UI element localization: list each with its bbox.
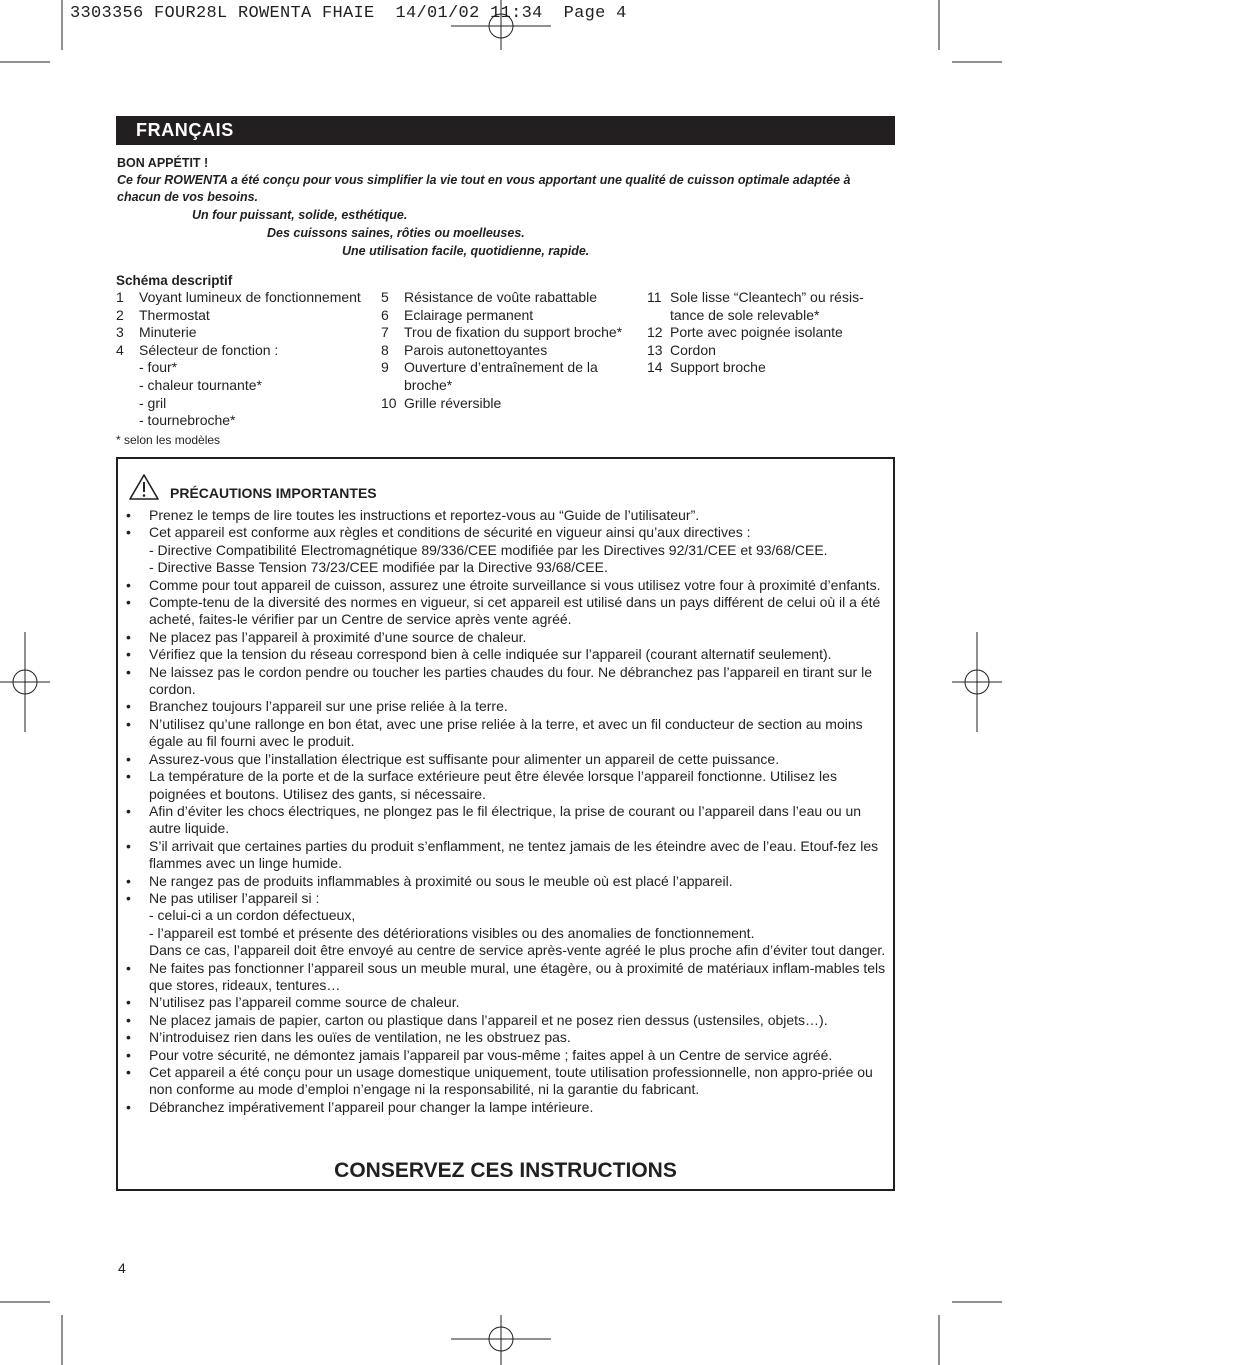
bullet: •: [126, 959, 131, 976]
bullet: •: [126, 715, 131, 732]
bullet: •: [126, 889, 131, 906]
bullet: •: [126, 1046, 131, 1063]
function-option: - chaleur tournante*: [139, 376, 262, 393]
precaution-item: [124, 838, 889, 873]
bullet: •: [126, 628, 131, 645]
item-number: 5: [381, 289, 389, 305]
precaution-text: S’il arrivait que certaines parties du produit s’enflamment, ne tentez jamais de les éteindre avec de l’eau. Etouf-fez les flammes avec un linge humide.: [149, 837, 879, 872]
schema-item: [381, 289, 631, 307]
bullet: •: [126, 802, 131, 819]
precaution-text: N’utilisez qu’une rallonge en bon état, avec une prise reliée à la terre, et avec un fil conducteur de section au moins égale au fil fourni avec le produit.: [149, 715, 863, 750]
language-bar: FRANÇAIS: [116, 116, 895, 145]
precaution-item: [124, 960, 889, 995]
precaution-item: [124, 524, 889, 576]
precaution-text: Prenez le temps de lire toutes les instructions et reportez-vous au “Guide de l’utilisateur”.: [149, 507, 700, 523]
schema-item: [381, 395, 631, 413]
function-option: - four*: [139, 359, 178, 376]
precaution-item: [124, 716, 889, 751]
schema-heading: Schéma descriptif: [116, 273, 233, 288]
precautions-heading: PRÉCAUTIONS IMPORTANTES: [170, 485, 377, 501]
precaution-item: [124, 507, 889, 524]
precaution-text: N’introduisez rien dans les ouïes de ventilation, ne les obstruez pas.: [149, 1029, 571, 1046]
item-number: 14: [647, 359, 663, 376]
warning-triangle-icon: [128, 473, 160, 501]
precaution-text: Branchez toujours l’appareil sur une prise reliée à la terre.: [149, 698, 508, 715]
precaution-item: [124, 577, 889, 594]
precaution-item: [124, 1012, 889, 1029]
precaution-text: Assurez-vous que l’installation électrique est suffisante pour alimenter un appareil de cette puissance.: [149, 750, 780, 767]
bullet: •: [126, 576, 131, 593]
bullet: •: [126, 994, 131, 1011]
item-text: Parois autonettoyantes: [404, 341, 548, 358]
precaution-text: La température de la porte et de la surface extérieure peut être élevée lorsque l’appareil fonctionne. Utilisez les poignées et boutons. Utilisez des gants, si nécessaire.: [149, 768, 837, 802]
bullet: •: [126, 872, 131, 889]
precaution-text: Ne rangez pas de produits inflammables à proximité ou sous le meuble où est placé l’appareil.: [149, 872, 733, 889]
precaution-item: [124, 1029, 889, 1046]
schema-column-3: [647, 289, 897, 377]
condition-line: - celui-ci a un cordon défectueux,: [149, 907, 356, 924]
bullet: •: [126, 524, 131, 541]
function-option: - gril: [139, 394, 167, 411]
precaution-text: Comme pour tout appareil de cuisson, assurez une étroite surveillance si vous utilisez votre four à proximité d’enfants.: [149, 576, 881, 593]
print-slug-header: 3303356 FOUR28L ROWENTA FHAIE 14/01/02 11:34 Page 4: [70, 4, 627, 23]
precaution-item: [124, 994, 889, 1011]
schema-item: [647, 289, 897, 324]
item-number: 13: [647, 341, 663, 358]
precaution-item: [124, 803, 889, 838]
bullet: •: [126, 663, 131, 680]
bullet: •: [126, 698, 131, 715]
function-option: - tournebroche*: [139, 412, 236, 429]
page-number: 4: [118, 1260, 126, 1276]
item-text: Voyant lumineux de fonctionnement: [139, 289, 361, 305]
item-text: Résistance de voûte rabattable: [404, 289, 598, 305]
condition-line: - l’appareil est tombé et présente des détériorations visibles ou des anomalies de fonctionnement.: [149, 924, 755, 941]
bullet: •: [126, 1011, 131, 1028]
directive-line: - Directive Basse Tension 73/23/CEE modifiée par la Directive 93/68/CEE.: [149, 559, 608, 576]
precaution-item: [124, 751, 889, 768]
schema-item: [381, 359, 631, 394]
precaution-item: [124, 890, 889, 960]
precautions-box: [116, 457, 895, 1191]
item-text: Support broche: [670, 359, 766, 376]
item-number: 8: [381, 341, 389, 358]
slogan-1: Un four puissant, solide, esthétique.: [192, 208, 408, 222]
models-footnote: * selon les modèles: [116, 433, 221, 447]
schema-item: [116, 307, 378, 325]
item-text: Sole lisse “Cleantech” ou résis-tance de sole relevable*: [670, 289, 864, 323]
slogan-3: Une utilisation facile, quotidienne, rapide.: [342, 244, 590, 258]
schema-item: [647, 359, 897, 377]
schema-item: [116, 289, 378, 307]
schema-item: [116, 342, 378, 360]
condition-note: Dans ce cas, l’appareil doit être envoyé au centre de service après-vente agréé le plus proche afin d’éviter tout danger.: [149, 942, 886, 959]
precaution-text: Ne faites pas fonctionner l’appareil sous un meuble mural, une étagère, ou à proximité de matériaux inflam-mables tels que stores, rideaux, tentures…: [149, 959, 886, 993]
precaution-item: [124, 664, 889, 699]
bullet: •: [126, 646, 131, 663]
item-text: Eclairage permanent: [404, 306, 534, 323]
precaution-text: Ne placez jamais de papier, carton ou plastique dans l’appareil et ne posez rien dessus (ustensiles, objets…).: [149, 1011, 828, 1028]
item-text: Minuterie: [139, 324, 197, 341]
keep-instructions-title: CONSERVEZ CES INSTRUCTIONS: [334, 1159, 677, 1182]
bullet: •: [126, 594, 131, 611]
precaution-text: Vérifiez que la tension du réseau correspond bien à celle indiquée sur l’appareil (courant alternatif seulement).: [149, 646, 832, 663]
schema-item: [381, 307, 631, 325]
precaution-text: Ne pas utiliser l’appareil si :: [149, 889, 320, 906]
precaution-item: [124, 1064, 889, 1099]
slogan-2: Des cuissons saines, rôties ou moelleuses.: [267, 226, 525, 240]
precaution-item: [124, 594, 889, 629]
item-number: 3: [116, 324, 124, 341]
schema-item: [647, 324, 897, 342]
item-number: 9: [381, 359, 389, 376]
item-number: 11: [647, 289, 662, 305]
precaution-text: Compte-tenu de la diversité des normes en vigueur, si cet appareil est utilisé dans un pays différent de celui où il a été acheté, faites-le vérifier par un Centre de service après vente agréé.: [149, 594, 881, 628]
bullet: •: [126, 1029, 131, 1046]
intro-section: [117, 155, 897, 260]
bullet: •: [126, 507, 131, 523]
precaution-text: Cet appareil a été conçu pour un usage domestique uniquement, toute utilisation professionnelle, non appro-priée ou non conforme au mode d’emploi n’engage ni la responsabilité, ni la garantie du fabricant.: [149, 1064, 873, 1098]
item-number: 12: [647, 324, 663, 341]
precaution-text: Afin d’éviter les chocs électriques, ne plongez pas le fil électrique, la prise de courant ou l’appareil dans l’eau ou un autre liquide.: [149, 802, 862, 837]
item-number: 10: [381, 394, 397, 411]
precaution-text: Pour votre sécurité, ne démontez jamais l’appareil par vous-même ; faites appel à un Centre de service agréé.: [149, 1046, 833, 1063]
intro-lead: Ce four ROWENTA a été conçu pour vous simplifier la vie tout en vous apportant une qualité de cuisson optimale adaptée à chacun de vos besoins.: [117, 173, 851, 204]
item-number: 2: [116, 306, 124, 323]
bullet: •: [126, 768, 131, 785]
precautions-list: [124, 507, 889, 1116]
bullet: •: [126, 837, 131, 854]
schema-column-1: [116, 289, 378, 430]
item-number: 6: [381, 306, 389, 323]
precaution-item: [124, 629, 889, 646]
item-text: Sélecteur de fonction :: [139, 341, 279, 358]
schema-item: [381, 324, 631, 342]
precaution-item: [124, 873, 889, 890]
bullet: •: [126, 750, 131, 767]
item-number: 7: [381, 324, 389, 341]
item-text: Grille réversible: [404, 394, 502, 411]
bullet: •: [126, 1064, 131, 1080]
intro-title: BON APPÉTIT !: [117, 156, 209, 170]
precaution-text: Ne placez pas l’appareil à proximité d’une source de chaleur.: [149, 628, 527, 645]
precaution-text: N’utilisez pas l’appareil comme source de chaleur.: [149, 994, 460, 1011]
item-text: Trou de fixation du support broche*: [404, 324, 623, 341]
precaution-text: Cet appareil est conforme aux règles et conditions de sécurité en vigueur ainsi qu’aux directives :: [149, 524, 751, 541]
bullet: •: [126, 1098, 131, 1115]
item-text: Cordon: [670, 341, 716, 358]
item-text: Porte avec poignée isolante: [670, 324, 843, 341]
directive-line: - Directive Compatibilité Electromagnétique 89/336/CEE modifiée par les Directives 92/31/CEE et 93/68/CEE.: [149, 541, 828, 558]
precaution-item: [124, 1047, 889, 1064]
schema-item: [116, 324, 378, 342]
item-text: Ouverture d’entraînement de la broche*: [404, 359, 598, 393]
item-text: Thermostat: [139, 306, 210, 323]
item-number: 4: [116, 341, 124, 358]
precaution-item: [124, 1099, 889, 1116]
precaution-text: Débranchez impérativement l’appareil pour changer la lampe intérieure.: [149, 1098, 594, 1115]
schema-section: [116, 272, 896, 447]
precaution-item: [124, 698, 889, 715]
schema-item: [381, 342, 631, 360]
item-number: 1: [116, 289, 124, 305]
schema-column-2: [381, 289, 631, 412]
precautions-header: [128, 473, 377, 501]
precaution-text: Ne laissez pas le cordon pendre ou toucher les parties chaudes du four. Ne débranchez pas l’appareil en tirant sur le cordon.: [149, 663, 872, 698]
schema-item: [647, 342, 897, 360]
precaution-item: [124, 768, 889, 803]
precaution-item: [124, 646, 889, 663]
